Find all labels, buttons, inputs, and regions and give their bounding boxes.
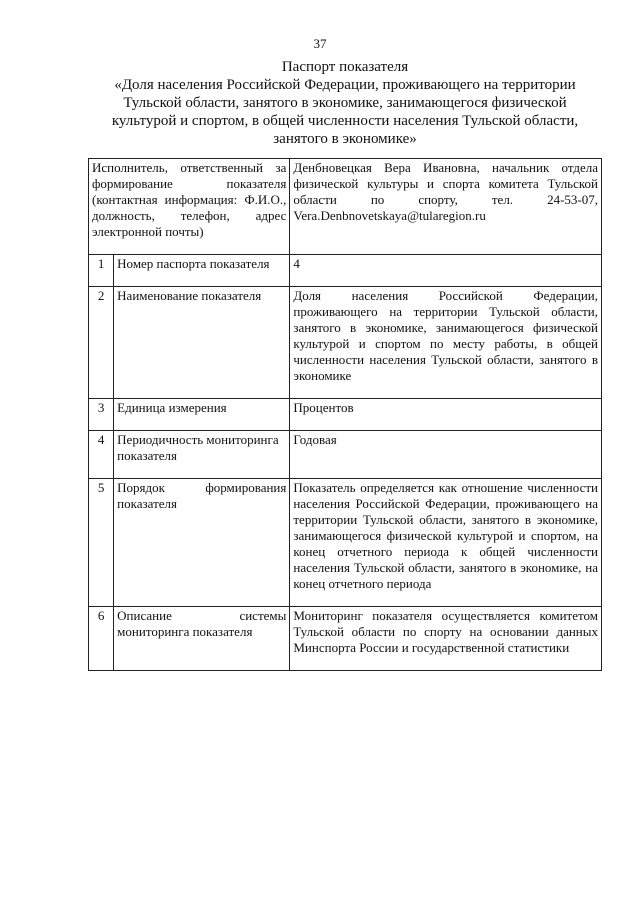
row-label: Периодичность мониторинга показателя: [114, 431, 290, 479]
title-line: культурой и спортом, в общей численности населения Тульской области,: [111, 113, 579, 129]
table-row: [89, 607, 602, 671]
table-row: [89, 287, 602, 399]
table-row-executor: [89, 159, 602, 255]
executor-label: Исполнитель, ответственный за формирование показателя (контактная информация: Ф.И.О., должность, телефон, адрес электронной почты): [89, 159, 290, 255]
row-value: Доля населения Российской Федерации, проживающего на территории Тульской области, занятого в экономике, занимающегося физической культурой и спортом по месту работы, в общей численности населения Тульской области, занятого в экономике: [290, 287, 602, 399]
row-value: Годовая: [290, 431, 602, 479]
executor-value: Денбновецкая Вера Ивановна, начальник отдела физической культуры и спорта комитета Тульской области по спорту, тел. 24-53-07, Vera.Denbnovetskaya@tularegion.ru: [290, 159, 602, 255]
title-line: Тульской области, занятого в экономике, занимающегося физической: [123, 95, 567, 111]
passport-table: [88, 158, 602, 671]
row-value: Показатель определяется как отношение численности населения Российской Федерации, проживающего на территории Тульской области, занятого в экономике, занимающегося физической культурой и спортом, на конец отчетного периода к общей численности населения Тульской области, занятого в экономике, на конец отчетного периода: [290, 479, 602, 607]
row-number: 5: [89, 479, 114, 607]
row-number: 4: [89, 431, 114, 479]
row-label: Описание системы мониторинга показателя: [114, 607, 290, 671]
page-number: 37: [313, 36, 327, 51]
row-value: Мониторинг показателя осуществляется комитетом Тульской области по спорту на основании данных Минспорта России и государственной статистики: [290, 607, 602, 671]
row-value: 4: [290, 255, 602, 287]
row-number: 3: [89, 399, 114, 431]
row-value: Процентов: [290, 399, 602, 431]
table-row: [89, 255, 602, 287]
document-title: [90, 58, 600, 148]
row-number: 6: [89, 607, 114, 671]
row-label: Наименование показателя: [114, 287, 290, 399]
table-row: [89, 399, 602, 431]
title-heading: Паспорт показателя: [281, 59, 409, 75]
table-row: [89, 479, 602, 607]
row-label: Порядок формирования показателя: [114, 479, 290, 607]
title-line: занятого в экономике»: [273, 131, 417, 147]
title-line: «Доля населения Российской Федерации, проживающего на территории: [114, 77, 576, 93]
row-label: Номер паспорта показателя: [114, 255, 290, 287]
row-number: 2: [89, 287, 114, 399]
row-label: Единица измерения: [114, 399, 290, 431]
row-number: 1: [89, 255, 114, 287]
table-row: [89, 431, 602, 479]
